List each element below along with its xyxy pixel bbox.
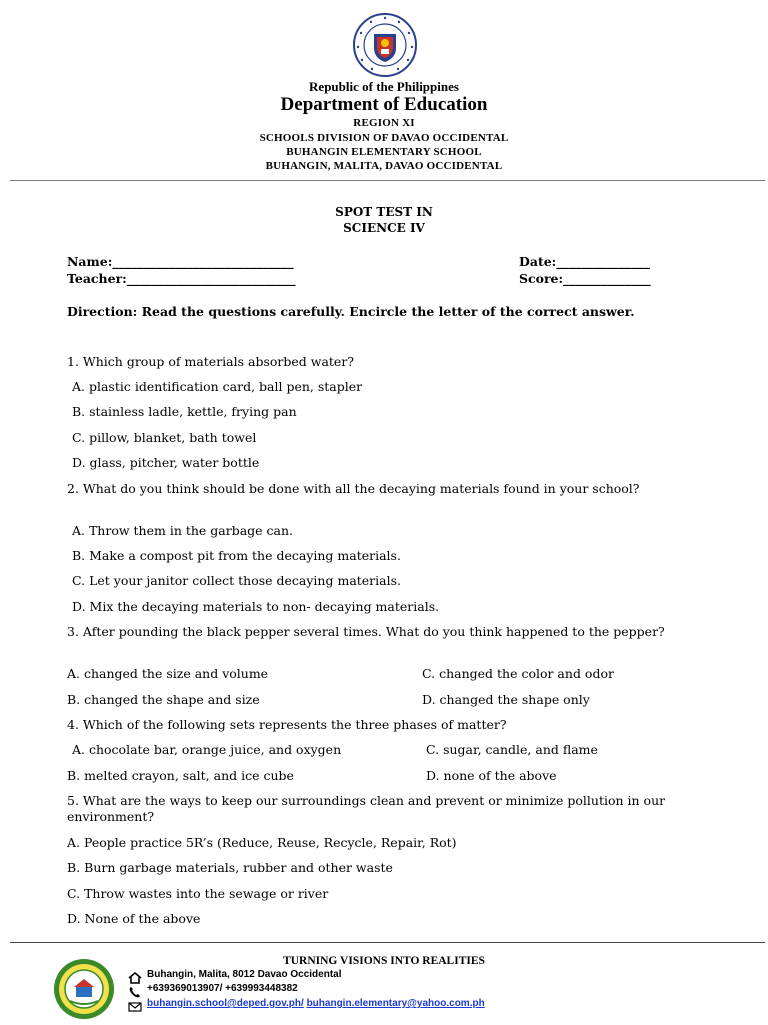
- header-address: BUHANGIN, MALITA, DAVAO OCCIDENTAL: [265, 160, 503, 172]
- header-department: Department of Education: [280, 94, 488, 115]
- test-subject: SCIENCE IV: [343, 221, 425, 235]
- q1-option-c[interactable]: C. pillow, blanket, bath towel: [72, 430, 257, 445]
- q5-option-a[interactable]: A. People practice 5R’s (Reduce, Reuse, Recycle, Repair, Rot): [67, 835, 457, 850]
- email-link-deped[interactable]: buhangin.school@deped.gov.ph/: [147, 998, 304, 1009]
- direction-text: Direction: Read the questions carefully. Encircle the letter of the correct answer.: [67, 304, 635, 319]
- name-field[interactable]: Name:_____________________________: [67, 254, 294, 269]
- footer-address: Buhangin, Malita, 8012 Davao Occidental: [147, 969, 342, 980]
- footer-divider: [10, 942, 765, 943]
- email-icon: [128, 998, 142, 1010]
- q5-option-c[interactable]: C. Throw wastes into the sewage or river: [67, 886, 329, 901]
- q3-option-b[interactable]: B. changed the shape and size: [67, 692, 260, 707]
- footer-phones: +639369013907/ +639993448382: [147, 983, 298, 994]
- q2-option-d[interactable]: D. Mix the decaying materials to non- decaying materials.: [72, 599, 440, 614]
- question-1: 1. Which group of materials absorbed water?: [67, 354, 355, 369]
- q3-option-a[interactable]: A. changed the size and volume: [67, 666, 269, 681]
- q3-option-d[interactable]: D. changed the shape only: [422, 692, 590, 707]
- footer-motto: TURNING VISIONS INTO REALITIES: [283, 955, 485, 967]
- q2-option-b[interactable]: B. Make a compost pit from the decaying materials.: [72, 548, 401, 563]
- question-3: 3. After pounding the black pepper several times. What do you think happened to the pepper?: [67, 624, 665, 639]
- q3-option-c[interactable]: C. changed the color and odor: [422, 666, 614, 681]
- header-school: BUHANGIN ELEMENTARY SCHOOL: [286, 146, 482, 158]
- q4-option-a[interactable]: A. chocolate bar, orange juice, and oxygen: [72, 742, 342, 757]
- header-republic: Republic of the Philippines: [309, 79, 459, 94]
- q1-option-a[interactable]: A. plastic identification card, ball pen, stapler: [72, 379, 363, 394]
- header-division: SCHOOLS DIVISION OF DAVAO OCCIDENTAL: [259, 132, 509, 144]
- phone-icon: [128, 983, 142, 995]
- footer-emails: [147, 998, 485, 1009]
- q5-option-b[interactable]: B. Burn garbage materials, rubber and other waste: [67, 860, 393, 875]
- q5-option-d[interactable]: D. None of the above: [67, 911, 201, 926]
- email-link-yahoo[interactable]: buhangin.elementary@yahoo.com.ph: [306, 998, 485, 1009]
- deped-seal-logo: [352, 12, 418, 78]
- teacher-field[interactable]: Teacher:___________________________: [67, 271, 296, 286]
- question-5: 5. What are the ways to keep our surroundings clean and prevent or minimize pollution in our environment?: [67, 793, 666, 824]
- score-field[interactable]: Score:______________: [519, 271, 651, 286]
- q2-option-c[interactable]: C. Let your janitor collect those decaying materials.: [72, 573, 401, 588]
- header-divider: [10, 180, 765, 181]
- home-icon: [128, 969, 142, 981]
- test-title: SPOT TEST IN: [335, 205, 433, 219]
- question-2: 2. What do you think should be done with all the decaying materials found in your school?: [67, 481, 640, 496]
- q4-option-d[interactable]: D. none of the above: [426, 768, 557, 783]
- date-field[interactable]: Date:_______________: [519, 254, 651, 269]
- q2-option-a[interactable]: A. Throw them in the garbage can.: [72, 523, 294, 538]
- q1-option-d[interactable]: D. glass, pitcher, water bottle: [72, 455, 260, 470]
- header-region: REGION XI: [353, 117, 415, 129]
- q4-option-c[interactable]: C. sugar, candle, and flame: [426, 742, 598, 757]
- q4-option-b[interactable]: B. melted crayon, salt, and ice cube: [67, 768, 294, 783]
- q1-option-b[interactable]: B. stainless ladle, kettle, frying pan: [72, 404, 297, 419]
- question-4: 4. Which of the following sets represents the three phases of matter?: [67, 717, 507, 732]
